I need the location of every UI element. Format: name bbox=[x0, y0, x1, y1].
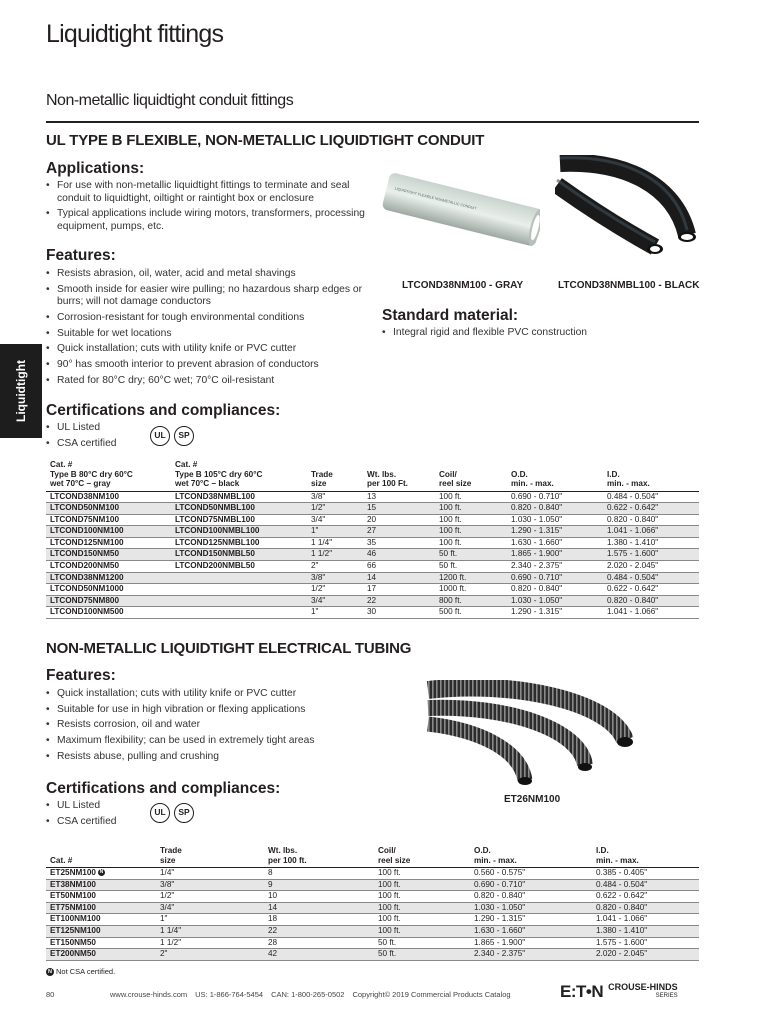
table-cell: 1 1/2" bbox=[156, 937, 264, 949]
table-cell: 3/8" bbox=[307, 491, 363, 503]
table-cell: 3/4" bbox=[156, 902, 264, 914]
table-cell: 0.484 - 0.504" bbox=[592, 879, 699, 891]
list-item: • Quick installation; cuts with utility knife or PVC cutter bbox=[46, 688, 376, 701]
table-cell: 9 bbox=[264, 879, 374, 891]
gray-conduit-image bbox=[380, 160, 540, 272]
column-header: Coil/ reel size bbox=[374, 846, 470, 868]
table-row bbox=[46, 514, 699, 526]
table-cell: LTCOND125NMBL100 bbox=[171, 537, 307, 549]
table-cell: 0.622 - 0.642" bbox=[603, 584, 699, 596]
table-cell: 2.020 - 2.045" bbox=[603, 561, 699, 573]
table-cell: ET38NM100 bbox=[46, 879, 156, 891]
table-cell: LTCOND75NM800 bbox=[46, 595, 171, 607]
table-cell bbox=[171, 595, 307, 607]
list-item: • Suitable for wet locations bbox=[46, 328, 376, 341]
table-cell: ET75NM100 bbox=[46, 902, 156, 914]
table-cell: 0.820 - 0.840" bbox=[507, 503, 603, 515]
black-conduit-image bbox=[555, 155, 700, 255]
table-cell: 1.041 - 1.066" bbox=[592, 914, 699, 926]
list-item: • Smooth inside for easier wire pulling; no hazardous sharp edges or burrs; will not damage conductors bbox=[46, 284, 376, 309]
table-row bbox=[46, 572, 699, 584]
table-cell: 1.865 - 1.900" bbox=[470, 937, 592, 949]
standard-material-list bbox=[382, 327, 682, 343]
table-cell: 0.622 - 0.642" bbox=[603, 503, 699, 515]
table-cell: 0.560 - 0.575" bbox=[470, 868, 592, 880]
table-cell: 0.820 - 0.840" bbox=[470, 891, 592, 903]
table-cell: LTCOND150NM50 bbox=[46, 549, 171, 561]
column-header: Trade size bbox=[307, 460, 363, 491]
table-cell: 1/2" bbox=[307, 584, 363, 596]
table-cell: 1" bbox=[156, 914, 264, 926]
table-cell: 1.290 - 1.315" bbox=[470, 914, 592, 926]
us-phone: US: 1-866-764-5454 bbox=[195, 990, 264, 999]
column-header: I.D. min. - max. bbox=[603, 460, 699, 491]
table-cell: 1" bbox=[307, 607, 363, 619]
website-link[interactable]: www.crouse-hinds.com bbox=[110, 990, 188, 999]
footer-contact bbox=[110, 990, 511, 999]
table-cell: 1/2" bbox=[156, 891, 264, 903]
features-list bbox=[46, 268, 376, 390]
table-cell: 1.290 - 1.315" bbox=[507, 526, 603, 538]
table-cell: LTCOND75NMBL100 bbox=[171, 514, 307, 526]
list-item: • For use with non-metallic liquidtight fittings to terminate and seal conduit to liquidtight, oiltight or raintight box or enclosure bbox=[46, 180, 368, 205]
table-cell: 1.630 - 1.660" bbox=[507, 537, 603, 549]
tubing-spec-table bbox=[46, 846, 699, 961]
certs-heading: Certifications and compliances: bbox=[46, 402, 281, 419]
table-cell bbox=[171, 572, 307, 584]
table-cell: 1 1/4" bbox=[307, 537, 363, 549]
table-cell: 20 bbox=[363, 514, 435, 526]
table-cell: LTCOND38NMBL100 bbox=[171, 491, 307, 503]
table-cell: 100 ft. bbox=[435, 514, 507, 526]
column-header: Wt. lbs. per 100 ft. bbox=[264, 846, 374, 868]
table-row bbox=[46, 937, 699, 949]
column-header: Trade size bbox=[156, 846, 264, 868]
table-row bbox=[46, 925, 699, 937]
table-cell: 0.820 - 0.840" bbox=[507, 584, 603, 596]
table-cell: 0.820 - 0.840" bbox=[603, 514, 699, 526]
gray-conduit-caption: LTCOND38NM100 - GRAY bbox=[402, 280, 524, 291]
list-item: • Maximum flexibility; can be used in extremely tight areas bbox=[46, 735, 376, 748]
table-cell: 3/8" bbox=[307, 572, 363, 584]
table-cell: 100 ft. bbox=[374, 902, 470, 914]
table-cell: LTCOND200NM50 bbox=[46, 561, 171, 573]
table-row bbox=[46, 879, 699, 891]
table-cell: 1 1/4" bbox=[156, 925, 264, 937]
column-header: Wt. lbs. per 100 Ft. bbox=[363, 460, 435, 491]
cert-logos bbox=[150, 426, 194, 446]
table-row bbox=[46, 537, 699, 549]
list-item: • Integral rigid and flexible PVC construction bbox=[382, 327, 682, 340]
not-csa-marker-icon: N bbox=[99, 869, 104, 876]
table-cell: 100 ft. bbox=[435, 503, 507, 515]
table-cell: 50 ft. bbox=[374, 949, 470, 961]
table-cell: 1200 ft. bbox=[435, 572, 507, 584]
copyright: Copyright© 2019 Commercial Products Catalog bbox=[352, 990, 511, 999]
table-cell: 1.290 - 1.315" bbox=[507, 607, 603, 619]
table-cell: ET125NM100 bbox=[46, 925, 156, 937]
table-cell: 100 ft. bbox=[374, 914, 470, 926]
table-cell: 1.380 - 1.410" bbox=[592, 925, 699, 937]
column-header: Cat. # Type B 105°C dry 60°C wet 70°C – black bbox=[171, 460, 307, 491]
side-tab-label: Liquidtight bbox=[14, 360, 28, 422]
table-cell: 1/4" bbox=[156, 868, 264, 880]
section2-title: NON-METALLIC LIQUIDTIGHT ELECTRICAL TUBING bbox=[46, 640, 412, 657]
ul-logo-icon: UL bbox=[150, 426, 170, 446]
table-header-row bbox=[46, 460, 699, 491]
table-cell: LTCOND75NM100 bbox=[46, 514, 171, 526]
table-cell: 0.820 - 0.840" bbox=[592, 902, 699, 914]
features-heading-2: Features: bbox=[46, 667, 116, 684]
table-cell: LTCOND38NM100 bbox=[46, 491, 171, 503]
table-cell: 1.575 - 1.600" bbox=[603, 549, 699, 561]
table-row bbox=[46, 491, 699, 503]
csa-logo-icon: SP bbox=[174, 426, 194, 446]
table-cell: 100 ft. bbox=[374, 879, 470, 891]
table-cell: 10 bbox=[264, 891, 374, 903]
table-cell: 2.340 - 2.375" bbox=[507, 561, 603, 573]
table-cell: 1.380 - 1.410" bbox=[603, 537, 699, 549]
table-cell: 2.340 - 2.375" bbox=[470, 949, 592, 961]
list-item: • Resists abrasion, oil, water, acid and metal shavings bbox=[46, 268, 376, 281]
table-cell: 22 bbox=[363, 595, 435, 607]
applications-heading: Applications: bbox=[46, 160, 145, 177]
table-cell: 100 ft. bbox=[374, 925, 470, 937]
table-row bbox=[46, 607, 699, 619]
table-row bbox=[46, 595, 699, 607]
table-cell: 0.690 - 0.710" bbox=[507, 572, 603, 584]
table-cell: LTCOND50NM1000 bbox=[46, 584, 171, 596]
list-item: • UL Listed bbox=[46, 422, 156, 435]
list-item: • UL Listed bbox=[46, 800, 156, 813]
table-cell: LTCOND50NMBL100 bbox=[171, 503, 307, 515]
table-cell: 1.041 - 1.066" bbox=[603, 607, 699, 619]
table-cell: 66 bbox=[363, 561, 435, 573]
table-cell: LTCOND100NM100 bbox=[46, 526, 171, 538]
table-cell: 22 bbox=[264, 925, 374, 937]
column-header: Cat. # bbox=[46, 846, 156, 868]
column-header: Coil/ reel size bbox=[435, 460, 507, 491]
table-cell: 800 ft. bbox=[435, 595, 507, 607]
tubing-caption: ET26NM100 bbox=[504, 794, 561, 805]
tubing-image bbox=[420, 680, 635, 790]
table-cell: 2" bbox=[307, 561, 363, 573]
table-cell: 0.622 - 0.642" bbox=[592, 891, 699, 903]
table-cell: 3/4" bbox=[307, 595, 363, 607]
table-row bbox=[46, 868, 699, 880]
table-row bbox=[46, 526, 699, 538]
table-cell: ET200NM50 bbox=[46, 949, 156, 961]
applications-list bbox=[46, 180, 368, 236]
table-cell: 100 ft. bbox=[435, 491, 507, 503]
table-cell: 1.030 - 1.050" bbox=[507, 514, 603, 526]
table-cell: 0.820 - 0.840" bbox=[603, 595, 699, 607]
table-row bbox=[46, 914, 699, 926]
certs-heading-2: Certifications and compliances: bbox=[46, 780, 281, 797]
list-item: • 90° has smooth interior to prevent abrasion of conductors bbox=[46, 359, 376, 372]
table-cell: LTCOND100NM500 bbox=[46, 607, 171, 619]
black-conduit-caption: LTCOND38NMBL100 - BLACK bbox=[558, 280, 700, 291]
brand-series: SERIES bbox=[655, 993, 678, 999]
table-cell: 3/4" bbox=[307, 514, 363, 526]
table-cell: 50 ft. bbox=[374, 937, 470, 949]
table-cell: LTCOND100NMBL100 bbox=[171, 526, 307, 538]
table-cell: LTCOND125NM100 bbox=[46, 537, 171, 549]
table-cell: 8 bbox=[264, 868, 374, 880]
standard-material-heading: Standard material: bbox=[382, 307, 519, 324]
table-cell: 14 bbox=[264, 902, 374, 914]
page-subtitle: Non-metallic liquidtight conduit fittings bbox=[46, 92, 294, 109]
table-row bbox=[46, 561, 699, 573]
table-cell: 2" bbox=[156, 949, 264, 961]
table-cell: LTCOND38NM1200 bbox=[46, 572, 171, 584]
column-header: I.D. min. - max. bbox=[592, 846, 699, 868]
column-header: O.D. min. - max. bbox=[470, 846, 592, 868]
table-cell: 0.690 - 0.710" bbox=[470, 879, 592, 891]
table-cell: 3/8" bbox=[156, 879, 264, 891]
list-item: • Rated for 80°C dry; 60°C wet; 70°C oil-resistant bbox=[46, 375, 376, 388]
table-cell: 1/2" bbox=[307, 503, 363, 515]
table-cell: 1.041 - 1.066" bbox=[603, 526, 699, 538]
can-phone: CAN: 1-800-265-0502 bbox=[271, 990, 345, 999]
list-item: • Resists abuse, pulling and crushing bbox=[46, 751, 376, 764]
table-cell: 35 bbox=[363, 537, 435, 549]
table-row bbox=[46, 902, 699, 914]
table-cell: 50 ft. bbox=[435, 549, 507, 561]
table-cell: 100 ft. bbox=[374, 868, 470, 880]
certs-list bbox=[46, 422, 156, 453]
footnote-text: Not CSA certified. bbox=[56, 967, 116, 976]
column-header: O.D. min. - max. bbox=[507, 460, 603, 491]
table-cell: ET25NM100 N bbox=[46, 868, 156, 880]
table-row bbox=[46, 584, 699, 596]
table-cell: 2.020 - 2.045" bbox=[592, 949, 699, 961]
table-cell: LTCOND50NM100 bbox=[46, 503, 171, 515]
table-cell: 1.630 - 1.660" bbox=[470, 925, 592, 937]
table-row bbox=[46, 891, 699, 903]
table-cell: ET150NM50 bbox=[46, 937, 156, 949]
table-cell: LTCOND200NMBL50 bbox=[171, 561, 307, 573]
table-header-row bbox=[46, 846, 699, 868]
table-cell: 1.575 - 1.600" bbox=[592, 937, 699, 949]
list-item: • Resists corrosion, oil and water bbox=[46, 719, 376, 732]
table-cell: LTCOND150NMBL50 bbox=[171, 549, 307, 561]
table-cell: 0.385 - 0.405" bbox=[592, 868, 699, 880]
table-cell: 1" bbox=[307, 526, 363, 538]
side-tab[interactable] bbox=[0, 344, 42, 438]
not-csa-marker-icon: N bbox=[46, 968, 54, 976]
list-item: • CSA certified bbox=[46, 816, 156, 829]
table-cell: 13 bbox=[363, 491, 435, 503]
table-cell: 1.030 - 1.050" bbox=[507, 595, 603, 607]
table-cell: 30 bbox=[363, 607, 435, 619]
table-cell: 1000 ft. bbox=[435, 584, 507, 596]
conduit-print: LIQUIDTIGHT FLEXIBLE NONMETALLIC CONDUIT bbox=[394, 186, 477, 211]
table-cell: ET50NM100 bbox=[46, 891, 156, 903]
table-cell: 15 bbox=[363, 503, 435, 515]
table-cell: 1.030 - 1.050" bbox=[470, 902, 592, 914]
table-cell: 50 ft. bbox=[435, 561, 507, 573]
list-item: • Typical applications include wiring motors, transformers, processing equipment, pumps, etc. bbox=[46, 208, 368, 233]
cert-logos-2 bbox=[150, 803, 194, 823]
list-item: • Suitable for use in high vibration or flexing applications bbox=[46, 704, 376, 717]
ul-logo-icon: UL bbox=[150, 803, 170, 823]
table-row bbox=[46, 503, 699, 515]
brand-name: CROUSE-HINDS bbox=[608, 982, 678, 992]
column-header: Cat. # Type B 80°C dry 60°C wet 70°C – gray bbox=[46, 460, 171, 491]
table-cell: 28 bbox=[264, 937, 374, 949]
table-cell: 100 ft. bbox=[435, 537, 507, 549]
list-item: • Quick installation; cuts with utility knife or PVC cutter bbox=[46, 343, 376, 356]
features-list-2 bbox=[46, 688, 376, 766]
table-cell bbox=[171, 584, 307, 596]
table-cell bbox=[171, 607, 307, 619]
table-cell: 0.690 - 0.710" bbox=[507, 491, 603, 503]
table-cell: 18 bbox=[264, 914, 374, 926]
section-divider bbox=[46, 121, 699, 123]
table-cell: 0.484 - 0.504" bbox=[603, 572, 699, 584]
table-cell: 0.484 - 0.504" bbox=[603, 491, 699, 503]
table-cell: 27 bbox=[363, 526, 435, 538]
list-item: • CSA certified bbox=[46, 438, 156, 451]
table-row bbox=[46, 549, 699, 561]
table-cell: 1.865 - 1.900" bbox=[507, 549, 603, 561]
table-cell: 42 bbox=[264, 949, 374, 961]
footnote bbox=[46, 967, 115, 976]
table-cell: 1 1/2" bbox=[307, 549, 363, 561]
certs-list-2 bbox=[46, 800, 156, 831]
features-heading: Features: bbox=[46, 247, 116, 264]
conduit-spec-table bbox=[46, 460, 699, 619]
eaton-logo-icon: E:T•N bbox=[560, 982, 604, 1001]
table-cell: 100 ft. bbox=[435, 526, 507, 538]
section1-title: UL TYPE B FLEXIBLE, NON-METALLIC LIQUIDTIGHT CONDUIT bbox=[46, 132, 485, 149]
table-body bbox=[46, 491, 699, 619]
page-title: Liquidtight fittings bbox=[46, 20, 224, 48]
table-cell: 17 bbox=[363, 584, 435, 596]
table-body bbox=[46, 868, 699, 961]
table-cell: 100 ft. bbox=[374, 891, 470, 903]
page-number: 80 bbox=[46, 990, 55, 999]
brand-logo bbox=[560, 982, 678, 1002]
table-cell: 46 bbox=[363, 549, 435, 561]
list-item: • Corrosion-resistant for tough environmental conditions bbox=[46, 312, 376, 325]
table-cell: 14 bbox=[363, 572, 435, 584]
table-row bbox=[46, 949, 699, 961]
table-cell: ET100NM100 bbox=[46, 914, 156, 926]
csa-logo-icon: SP bbox=[174, 803, 194, 823]
table-cell: 500 ft. bbox=[435, 607, 507, 619]
